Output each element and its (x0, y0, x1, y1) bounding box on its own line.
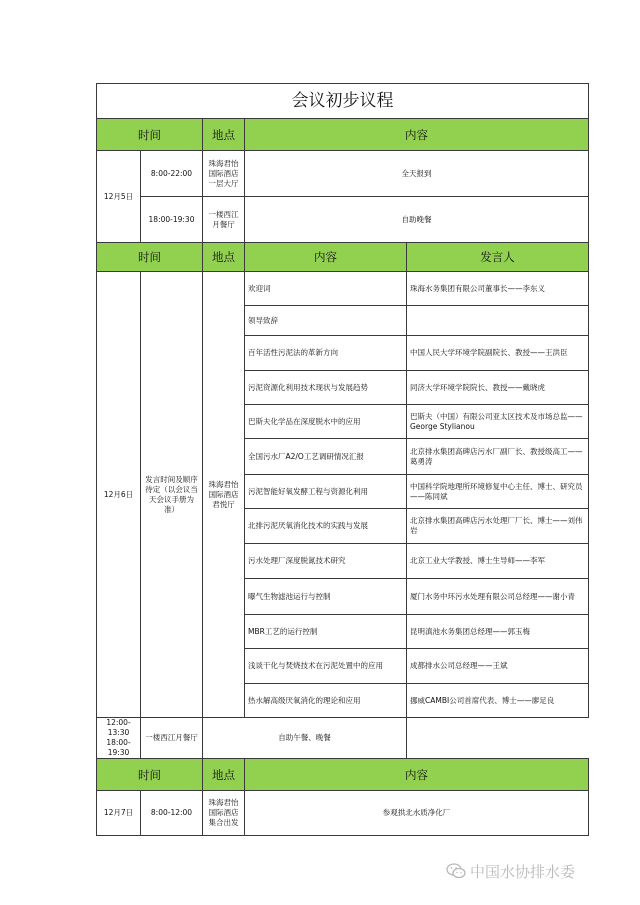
day3-time: 8:00-12:00 (141, 791, 203, 836)
header-place: 地点 (203, 759, 245, 791)
page-title: 会议初步议程 (97, 84, 589, 119)
header-time: 时间 (97, 119, 203, 151)
day2-meal-row (97, 718, 589, 759)
talk-topic: 全国污水厂A2/O工艺调研情况汇报 (245, 439, 407, 475)
talk-topic: 领导致辞 (245, 306, 407, 336)
talk-speaker: 北京工业大学教授、博士生导师——李军 (407, 544, 589, 579)
talk-speaker: 挪威CAMBI公司首席代表、博士——廖足良 (407, 684, 589, 718)
header-content: 内容 (245, 759, 589, 791)
day1-time-1: 8:00-22:00 (141, 151, 203, 197)
day2-meal-time (97, 718, 141, 759)
talk-topic: 热水解高级厌氧消化的理论和应用 (245, 684, 407, 718)
talk-row (97, 272, 589, 306)
talk-topic: 北排污泥厌氧消化技术的实践与发展 (245, 509, 407, 544)
talk-speaker: 中国科学院地理所环境修复中心主任、博士、研究员——陈同斌 (407, 475, 589, 509)
day3-date: 12月7日 (97, 791, 141, 836)
agenda-sheet (96, 83, 588, 828)
watermark-text: 中国水协排水委 (470, 862, 576, 881)
day1-time-2: 18:00-19:30 (141, 197, 203, 243)
talk-speaker: 昆明滇池水务集团总经理——郭玉梅 (407, 615, 589, 649)
day1-content-1: 全天报到 (245, 151, 589, 197)
talk-speaker (407, 306, 589, 336)
agenda-table (96, 83, 589, 836)
header-speaker: 发言人 (407, 243, 589, 272)
talk-topic: 曝气生物滤池运行与控制 (245, 579, 407, 615)
day2-place: 珠海君怡国际酒店君悦厅 (203, 272, 245, 718)
header-row-2 (97, 243, 589, 272)
wechat-icon (446, 862, 466, 880)
talk-speaker: 北京排水集团高碑店污水处理厂厂长、博士——刘伟岩 (407, 509, 589, 544)
header-row-1 (97, 119, 589, 151)
day1-place-1: 珠海君怡国际酒店一层大厅 (203, 151, 245, 197)
day1-content-2: 自助晚餐 (245, 197, 589, 243)
talk-speaker: 成都排水公司总经理——王斌 (407, 649, 589, 684)
talk-topic: 污水处理厂深度脱氮技术研究 (245, 544, 407, 579)
day3-row (97, 791, 589, 836)
day2-time-note: 发言时间及顺序待定（以会议当天会议手册为准） (141, 272, 203, 718)
header-content: 内容 (245, 119, 589, 151)
header-time: 时间 (97, 243, 203, 272)
header-content: 内容 (245, 243, 407, 272)
day1-row-2 (97, 197, 589, 243)
talk-speaker: 北京排水集团高碑店污水厂副厂长、教授级高工——葛勇涛 (407, 439, 589, 475)
day2-meal-place: 一楼西江月餐厅 (141, 718, 203, 759)
day1-row-1 (97, 151, 589, 197)
header-row-3 (97, 759, 589, 791)
day2-date: 12月6日 (97, 272, 141, 718)
day2-meal-time-1: 12:00-13:30 (106, 718, 131, 737)
talk-topic: MBR工艺的运行控制 (245, 615, 407, 649)
day1-date: 12月5日 (97, 151, 141, 243)
talk-topic: 浅谈干化与焚烧技术在污泥处置中的应用 (245, 649, 407, 684)
header-time: 时间 (97, 759, 203, 791)
day1-place-2: 一楼西江月餐厅 (203, 197, 245, 243)
day2-meal-content: 自助午餐、晚餐 (203, 718, 407, 759)
talk-topic: 污泥智能好氧发酵工程与资源化利用 (245, 475, 407, 509)
talk-speaker: 厦门水务中环污水处理有限公司总经理——谢小青 (407, 579, 589, 615)
talk-topic: 欢迎词 (245, 272, 407, 306)
header-place: 地点 (203, 243, 245, 272)
talk-speaker: 同济大学环境学院院长、教授——戴晓虎 (407, 371, 589, 405)
header-place: 地点 (203, 119, 245, 151)
day2-meal-time-2: 18:00-19:30 (106, 738, 131, 757)
talk-speaker: 中国人民大学环境学院副院长、教授——王洪臣 (407, 336, 589, 371)
watermark (446, 858, 626, 884)
talk-speaker: 巴斯夫（中国）有限公司亚太区技术及市场总监——George Stylianou (407, 405, 589, 439)
talk-topic: 百年活性污泥法的革新方向 (245, 336, 407, 371)
talk-speaker: 珠海水务集团有限公司董事长——李东义 (407, 272, 589, 306)
day3-place: 珠海君怡国际酒店集合出发 (203, 791, 245, 836)
day3-content: 参观拱北水质净化厂 (245, 791, 589, 836)
talk-topic: 巴斯夫化学品在深度脱水中的应用 (245, 405, 407, 439)
talk-topic: 污泥资源化利用技术现状与发展趋势 (245, 371, 407, 405)
